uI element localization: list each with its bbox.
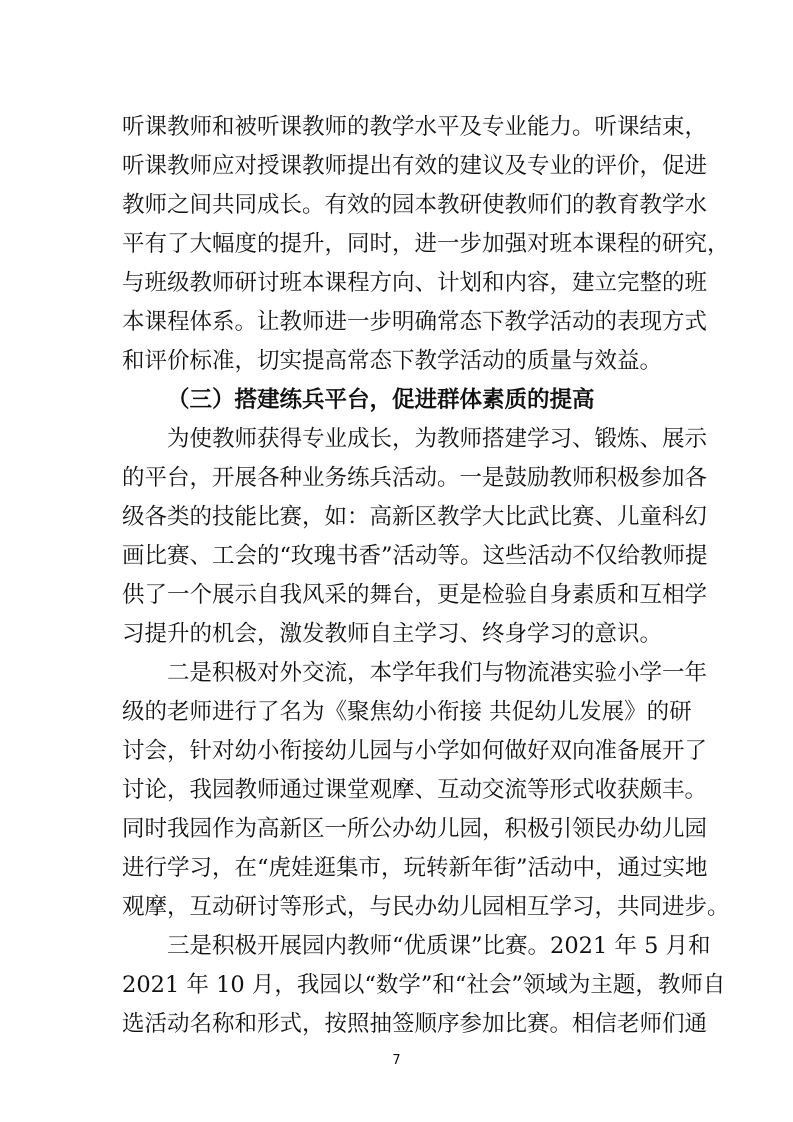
paragraph-2-line-5: 供了一个展示自我风采的舞台，更是检验自身素质和互相学 (122, 582, 708, 608)
paragraph-3-line-4: 讨论，我园教师通过课堂观摩、互动交流等形式收获颇丰。 (122, 777, 708, 803)
paragraph-2-line-4: 画比赛、工会的“玫瑰书香”活动等。这些活动不仅给教师提 (122, 543, 708, 569)
paragraph-2-line-6: 习提升的机会，激发教师自主学习、终身学习的意识。 (122, 621, 663, 647)
paragraph-4-line-2: 2021 年 10 月，我园以“数学”和“社会”领域为主题，教师自 (122, 972, 726, 998)
paragraph-1-line-3: 教师之间共同成长。有效的园本教研使教师们的教育教学水 (122, 192, 708, 218)
paragraph-3-line-2: 级的老师进行了名为《聚焦幼小衔接 共促幼儿发展》的研 (122, 699, 692, 725)
paragraph-1-line-4: 平有了大幅度的提升，同时，进一步加强对班本课程的研究， (122, 231, 730, 257)
paragraph-1-line-5: 与班级教师研讨班本课程方向、计划和内容，建立完整的班 (122, 270, 708, 296)
paragraph-1-line-7: 和评价标准，切实提高常态下教学活动的质量与效益。 (122, 348, 663, 374)
paragraph-3-line-1: 二是积极对外交流，本学年我们与物流港实验小学一年 (167, 660, 708, 686)
paragraph-4-line-1: 三是积极开展园内教师“优质课”比赛。2021 年 5 月和 (167, 933, 711, 959)
paragraph-1-line-2: 听课教师应对授课教师提出有效的建议及专业的评价，促进 (122, 153, 708, 179)
paragraph-3-line-3: 讨会，针对幼小衔接幼儿园与小学如何做好双向准备展开了 (122, 738, 708, 764)
paragraph-4-line-3: 选活动名称和形式，按照抽签顺序参加比赛。相信老师们通 (122, 1011, 708, 1037)
page-number: 7 (392, 1053, 401, 1068)
paragraph-2-line-3: 级各类的技能比赛，如：高新区教学大比武比赛、儿童科幻 (122, 504, 708, 530)
paragraph-1-line-6: 本课程体系。让教师进一步明确常态下教学活动的表现方式 (122, 309, 708, 335)
section-heading: （三）搭建练兵平台，促进群体素质的提高 (167, 387, 595, 413)
paragraph-2-line-2: 的平台，开展各种业务练兵活动。一是鼓励教师积极参加各 (122, 465, 708, 491)
paragraph-2-line-1: 为使教师获得专业成长，为教师搭建学习、锻炼、展示 (167, 426, 708, 452)
paragraph-3-line-7: 观摩，互动研讨等形式，与民办幼儿园相互学习，共同进步。 (122, 894, 730, 920)
paragraph-3-line-6: 进行学习，在“虎娃逛集市，玩转新年街”活动中，通过实地 (122, 855, 708, 881)
paragraph-3-line-5: 同时我园作为高新区一所公办幼儿园，积极引领民办幼儿园 (122, 816, 708, 842)
paragraph-1-line-1: 听课教师和被听课教师的教学水平及专业能力。听课结束， (122, 114, 708, 140)
